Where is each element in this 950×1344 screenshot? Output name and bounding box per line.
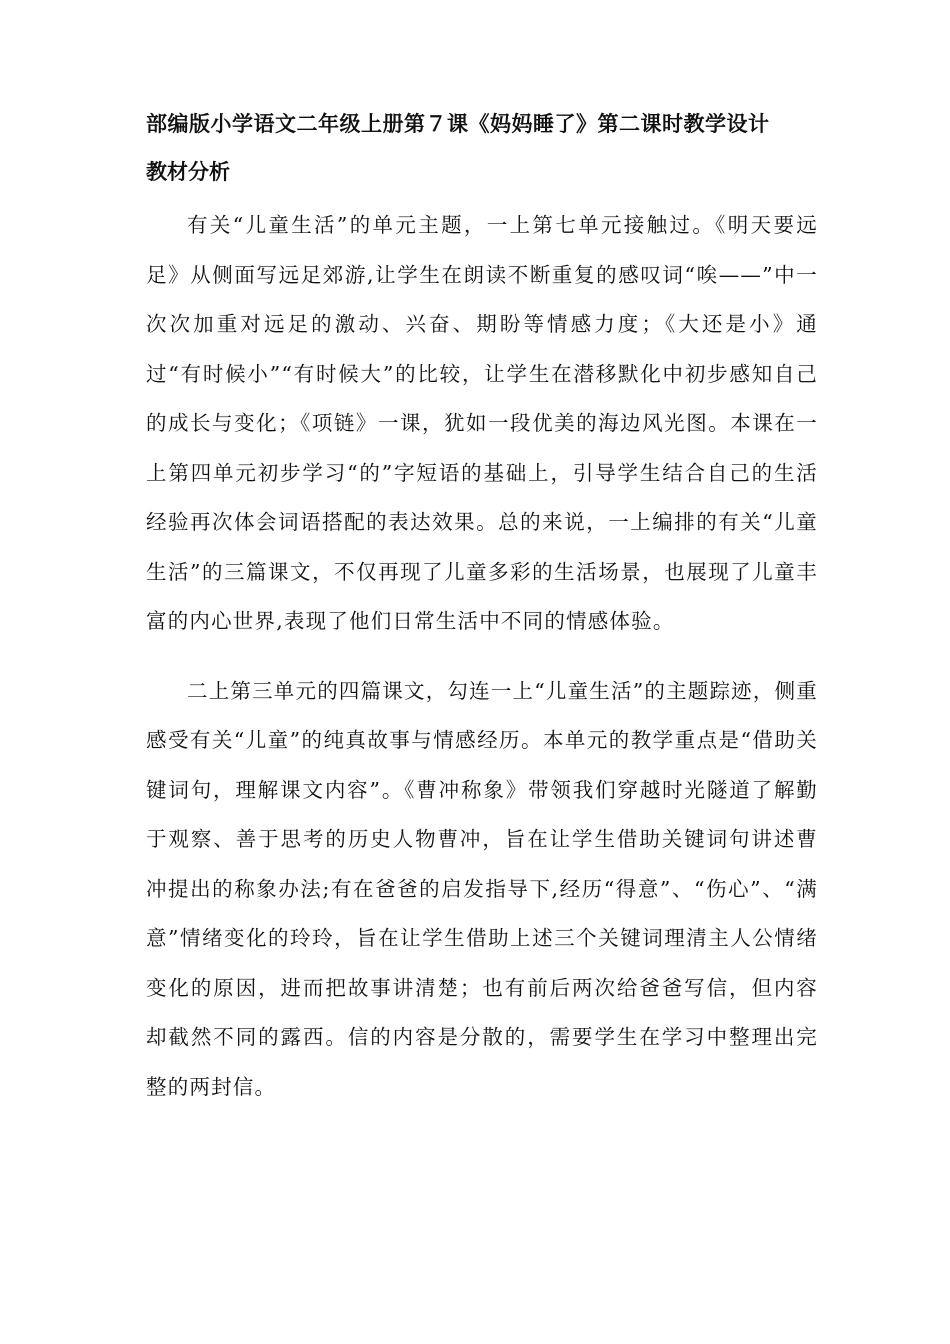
paragraph: 二上第三单元的四篇课文，勾连一上“儿童生活”的主题踪迹，侧重感受有关“儿童”的纯真故事与情感经历。本单元的教学重点是“借助关键词句，理解课文内容”。《曹冲称象》带领我们穿越时光隧道了解勤于观察、善于思考的历史人物曹冲，旨在让学生借助关键词句讲述曹冲提出的称象办法;有在爸爸的启发指导下,经历“得意”、“伤心”、“满意”情绪变化的玲玲，旨在让学生借助上述三个关键词理清主人公情绪变化的原因，进而把故事讲清楚；也有前后两次给爸爸写信，但内容却截然不同的露西。信的内容是分散的，需要学生在学习中整理出完整的两封信。	[146, 678, 818, 1099]
paragraph: 有关“儿童生活”的单元主题，一上第七单元接触过。《明天要远足》从侧面写远足郊游,让学生在朗读不断重复的感叹词“唉——”中一次次加重对远足的激动、兴奋、期盼等情感力度；《大还是小》通过“有时候小”“有时候大”的比较，让学生在潜移默化中初步感知自己的成长与变化；《项链》一课，犹如一段优美的海边风光图。本课在一上第四单元初步学习“的”字短语的基础上，引导学生结合自己的生活经验再次体会词语搭配的表达效果。总的来说，一上编排的有关“儿童生活”的三篇课文，不仅再现了儿童多彩的生活场景，也展现了儿童丰富的内心世界,表现了他们日常生活中不同的情感体验。	[146, 213, 818, 633]
document-title: 部编版小学语文二年级上册第７课《妈妈睡了》第二课时教学设计	[146, 111, 770, 136]
section-heading: 教材分析	[146, 159, 230, 184]
document-body	[146, 201, 818, 1132]
